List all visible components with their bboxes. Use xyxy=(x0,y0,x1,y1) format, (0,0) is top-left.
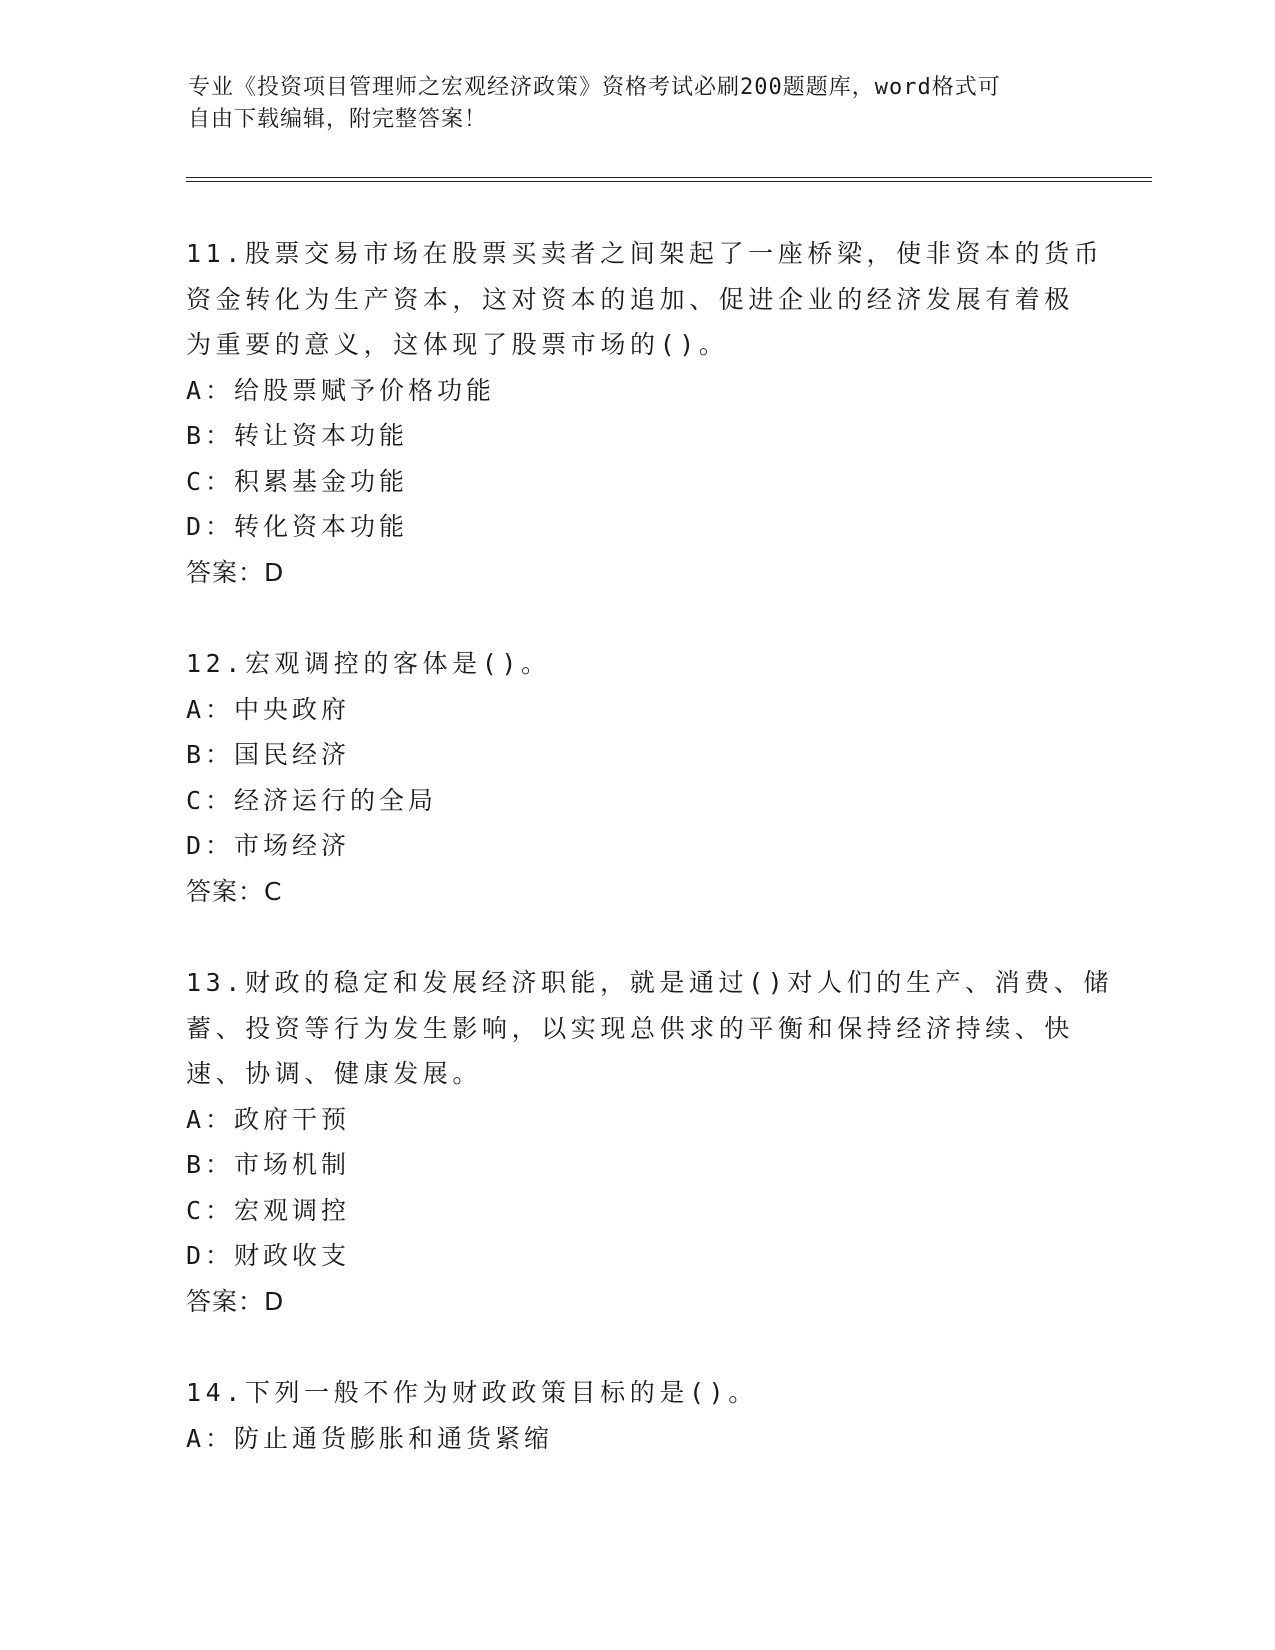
answer-line: 答案：D xyxy=(186,1286,285,1316)
document-header xyxy=(188,72,1088,136)
option-a: A：中央政府 xyxy=(186,694,351,724)
header-divider-bottom xyxy=(186,181,1152,182)
option-d: D：市场经济 xyxy=(186,831,351,860)
question-14 xyxy=(186,1370,1086,1461)
header-divider-top xyxy=(186,177,1152,178)
option-c: C：宏观调控 xyxy=(186,1195,351,1225)
question-11 xyxy=(186,231,1104,595)
question-stem-line: 速、协调、健康发展。 xyxy=(186,1059,483,1088)
option-a: A：给股票赋予价格功能 xyxy=(186,375,496,405)
option-b: B：国民经济 xyxy=(186,740,351,769)
question-13 xyxy=(186,960,1114,1324)
question-stem-line: 14.下列一般不作为财政政策目标的是()。 xyxy=(186,1378,758,1407)
option-a: A：防止通货膨胀和通货紧缩 xyxy=(186,1423,554,1453)
header-line-2: 自由下载编辑，附完整答案！ xyxy=(188,107,488,132)
option-b: B：市场机制 xyxy=(186,1150,351,1179)
answer-line: 答案：C xyxy=(186,876,283,906)
option-c: C：经济运行的全局 xyxy=(186,785,438,815)
question-stem-line: 为重要的意义，这体现了股票市场的()。 xyxy=(186,330,729,359)
question-stem-line: 12.宏观调控的客体是()。 xyxy=(186,649,551,678)
question-stem-line: 11.股票交易市场在股票买卖者之间架起了一座桥梁，使非资本的货币 xyxy=(186,239,1104,268)
question-stem-line: 蓄、投资等行为发生影响，以实现总供求的平衡和保持经济持续、快 xyxy=(186,1013,1075,1043)
question-12 xyxy=(186,641,1086,914)
header-line-1: 专业《投资项目管理师之宏观经济政策》资格考试必刷200题题库，word格式可 xyxy=(188,75,1001,100)
question-list xyxy=(186,231,1114,1507)
option-c: C：积累基金功能 xyxy=(186,466,409,496)
answer-line: 答案：D xyxy=(186,557,285,587)
option-d: D：财政收支 xyxy=(186,1241,351,1270)
option-b: B：转让资本功能 xyxy=(186,421,409,450)
question-stem-line: 13.财政的稳定和发展经济职能，就是通过()对人们的生产、消费、储 xyxy=(186,968,1114,997)
option-a: A：政府干预 xyxy=(186,1104,351,1134)
question-stem-line: 资金转化为生产资本，这对资本的追加、促进企业的经济发展有着极 xyxy=(186,284,1075,314)
option-d: D：转化资本功能 xyxy=(186,512,409,541)
